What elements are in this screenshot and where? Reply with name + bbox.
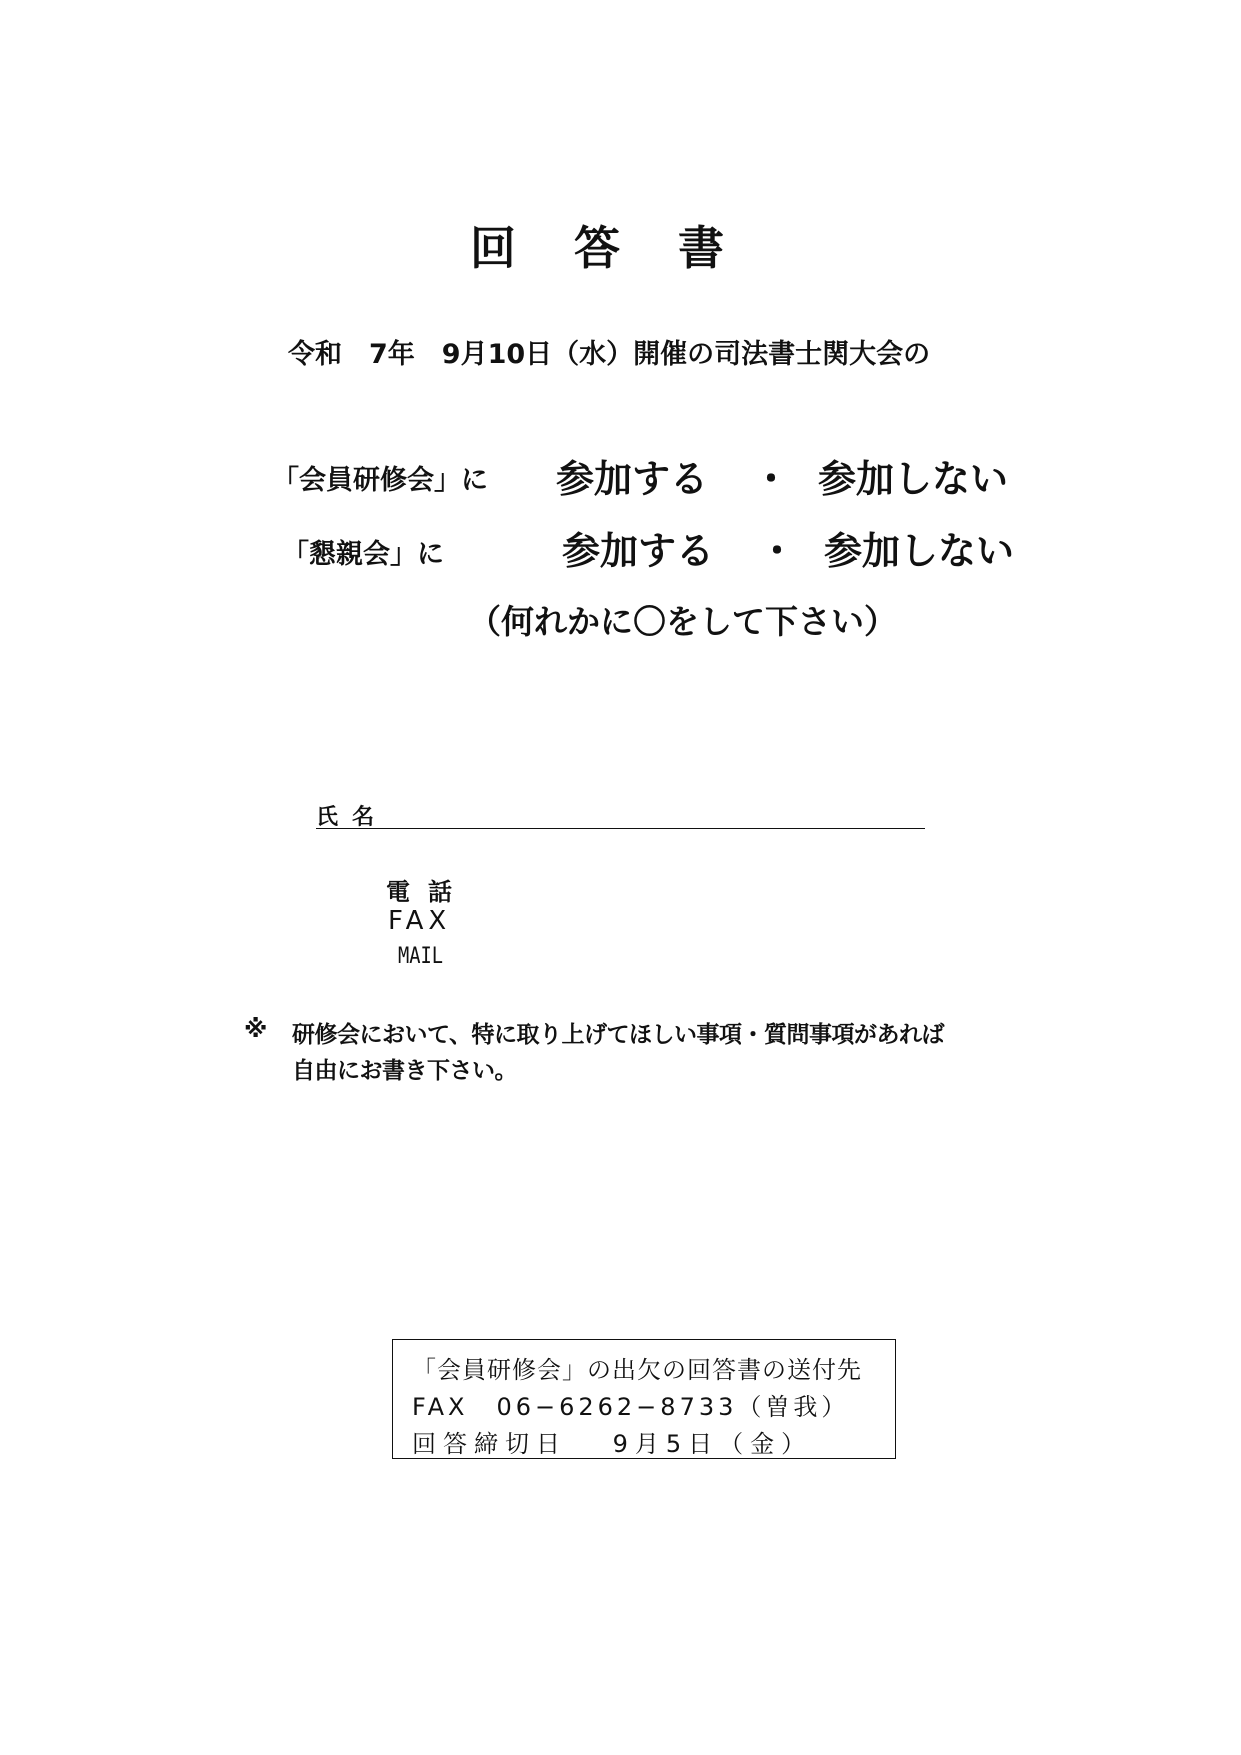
choice-social-decline-option[interactable]: 参加しない — [824, 529, 1015, 573]
choice-seminar-decline-option[interactable]: 参加しない — [818, 457, 1009, 501]
note-line-1: 研修会において、特に取り上げてほしい事項・質問事項があれば — [292, 1022, 945, 1048]
page-title — [470, 212, 726, 278]
name-label: 氏名 — [316, 805, 389, 830]
title-char-2: 答 — [574, 221, 622, 275]
tel-label: 電話 — [386, 878, 470, 906]
choice-seminar-attend-option[interactable]: 参加する — [556, 457, 709, 501]
choice-social-separator: ・ — [758, 529, 797, 573]
note-line-2: 自由にお書き下さい。 — [292, 1058, 517, 1084]
choice-social-label: 「懇親会」に — [282, 539, 444, 570]
title-char-3: 書 — [678, 221, 726, 275]
reply-deadline: 回答締切日 9月5日（金） — [412, 1430, 813, 1458]
mail-label: MAIL — [398, 944, 444, 969]
choice-seminar-separator: ・ — [752, 457, 791, 501]
reply-fax-number: FAX 06−6262−8733（曽我） — [412, 1393, 850, 1421]
title-char-1: 回 — [470, 221, 518, 275]
event-description: 令和 7年 9月10日（水）開催の司法書士関大会の — [288, 339, 931, 370]
circle-instruction: （何れかに〇をして下さい） — [468, 602, 897, 641]
reply-destination-text: 「会員研修会」の出欠の回答書の送付先 — [412, 1356, 862, 1384]
name-input-line[interactable] — [316, 828, 925, 829]
fax-label: FAX — [388, 906, 452, 936]
choice-seminar-label: 「会員研修会」に — [272, 465, 488, 496]
choice-social-attend-option[interactable]: 参加する — [562, 529, 715, 573]
note-mark: ※ — [244, 1015, 268, 1043]
